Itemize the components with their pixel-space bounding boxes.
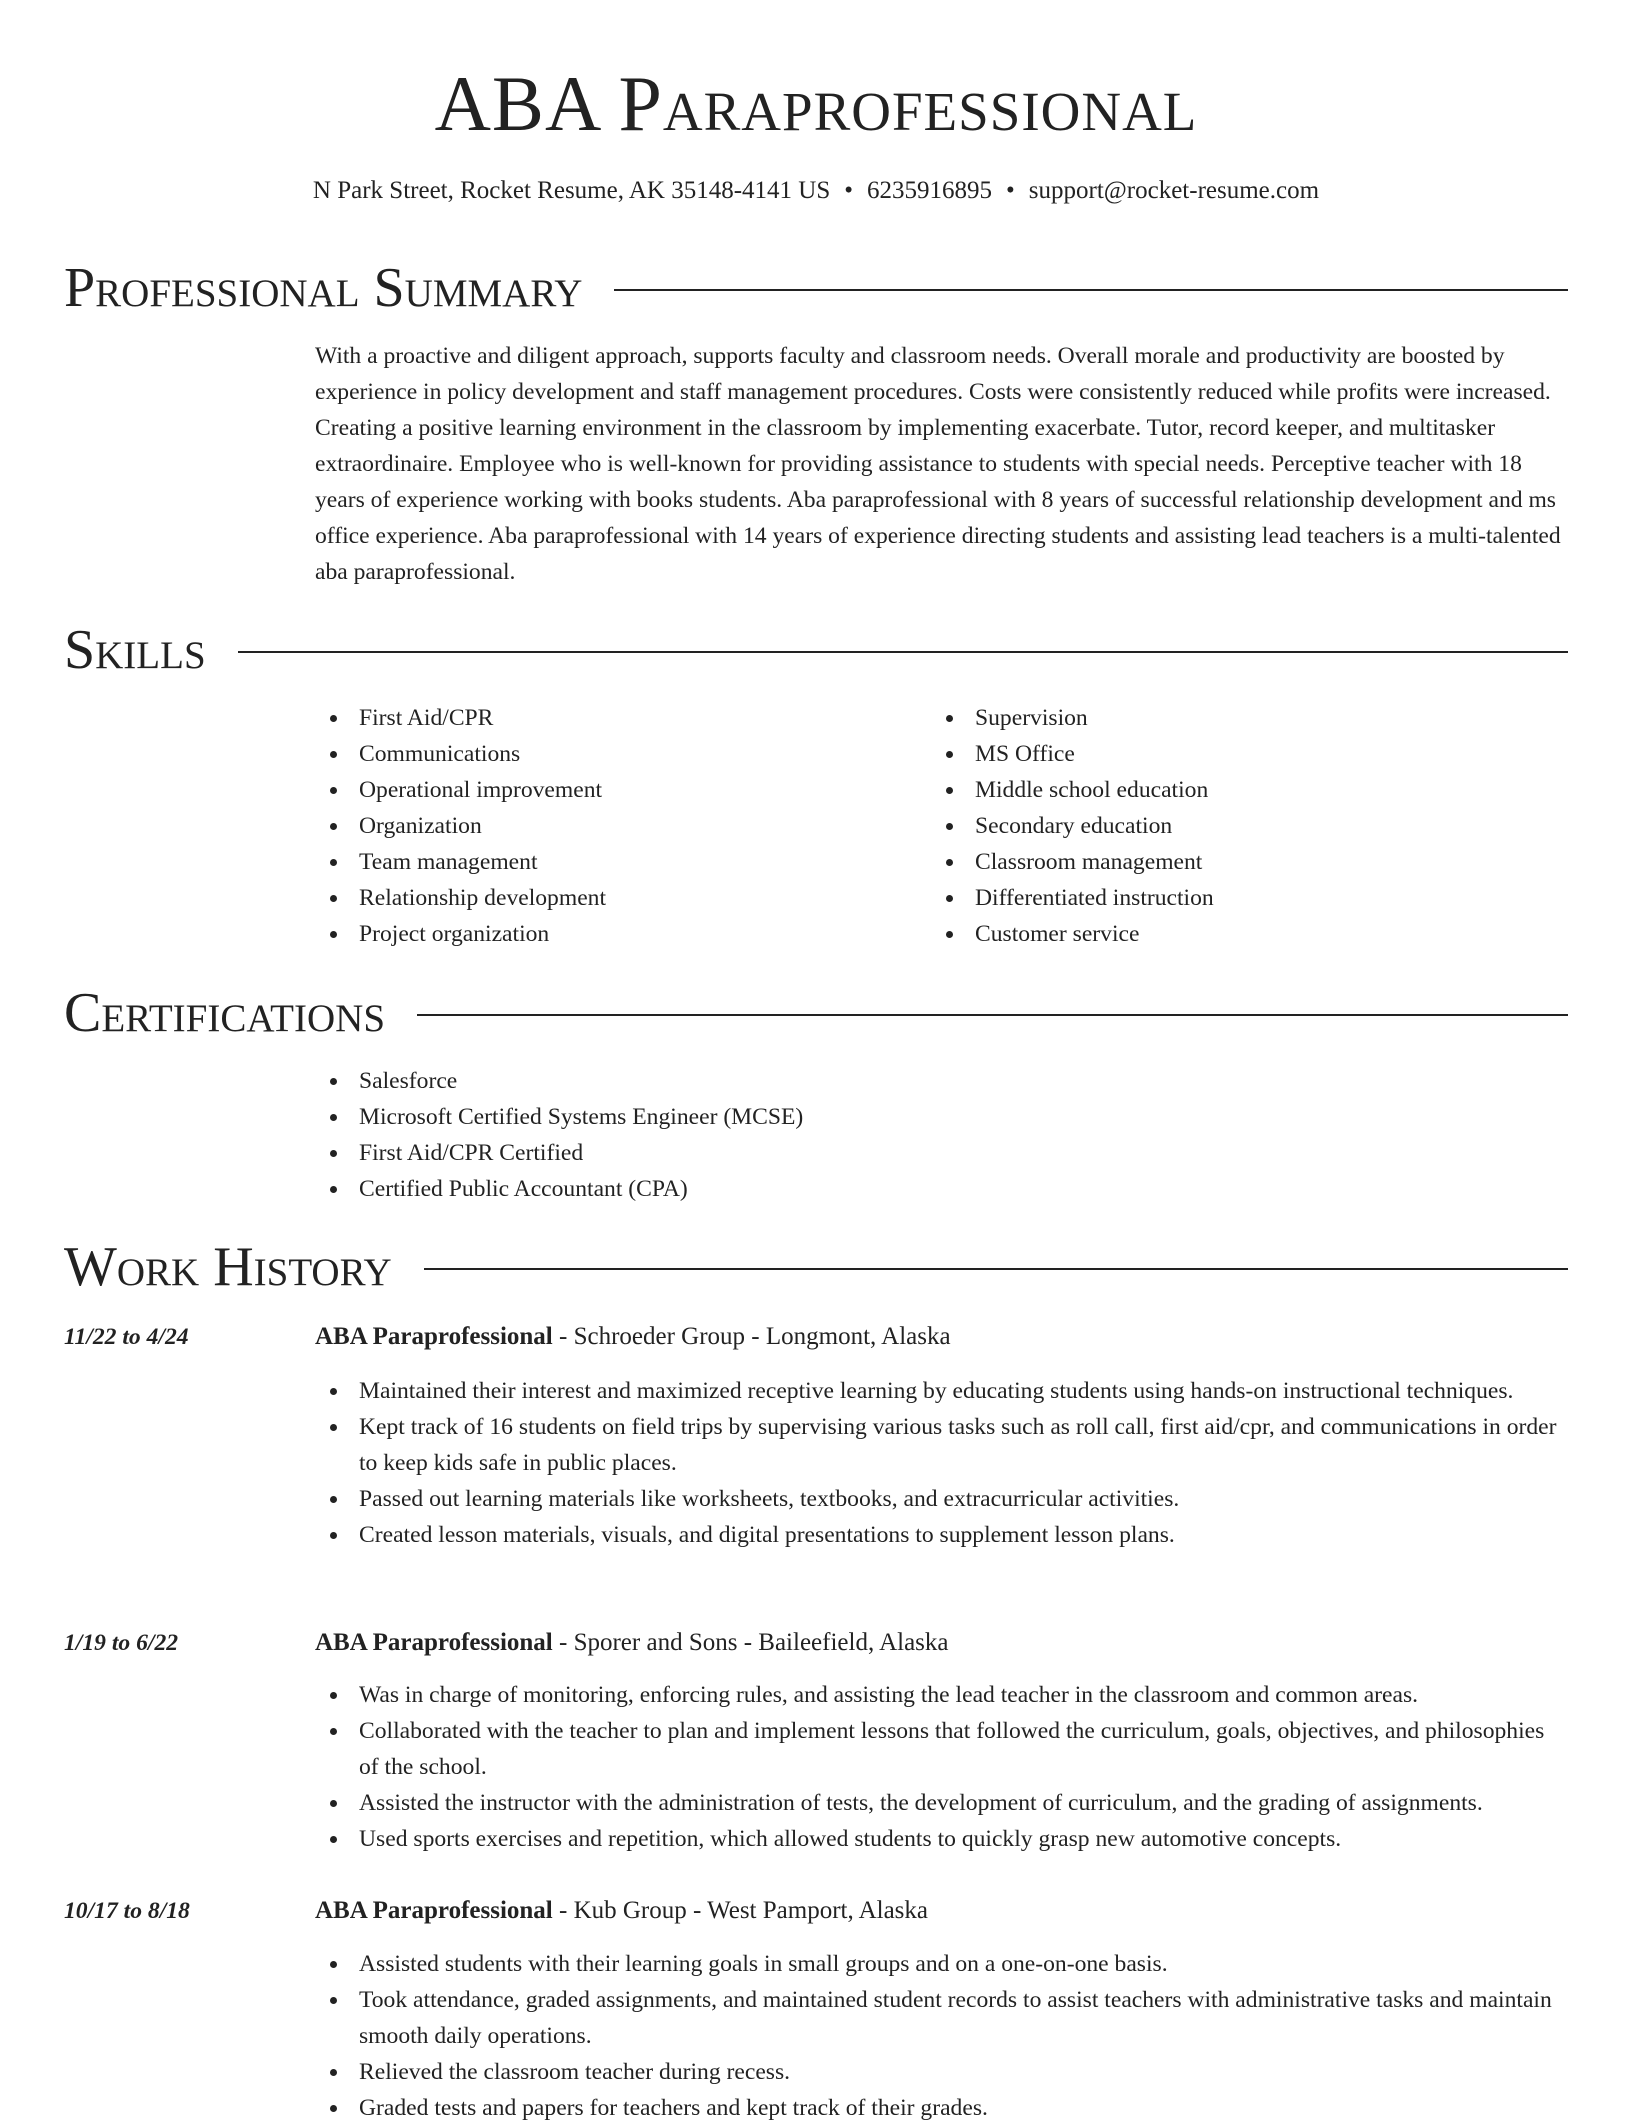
section-title: Skills [64, 619, 206, 681]
job-bullet: Kept track of 16 students on field trips by supervising various tasks such as roll call, first aid/cpr, and communications in order to keep kids safe in public places. [315, 1409, 1565, 1481]
job-bullet: Took attendance, graded assignments, and maintained student records to assist teachers with administrative tasks and maintain smooth daily operations. [315, 1982, 1565, 2054]
section-title: Work History [64, 1236, 392, 1298]
skills-list-right [931, 700, 1561, 952]
job-bullet: Used sports exercises and repetition, which allowed students to quickly grasp new automotive concepts. [315, 1821, 1565, 1857]
contact-line [0, 174, 1632, 208]
skill-item: Communications [315, 736, 915, 772]
address: N Park Street, Rocket Resume, AK 35148-4141 US [312, 177, 831, 204]
skill-item: Differentiated instruction [931, 880, 1561, 916]
skills-section-header [64, 618, 1568, 682]
job-dates: 1/19 to 6/22 [64, 1630, 179, 1656]
work-history-section-header [64, 1235, 1568, 1299]
job-bullet-list [315, 1373, 1565, 1553]
section-divider [238, 651, 1568, 653]
certifications-section-header [64, 981, 1568, 1045]
job-title-line [315, 1625, 1565, 1661]
skill-item: Relationship development [315, 880, 915, 916]
job-bullet-list [315, 1677, 1565, 1857]
summary-section-header [64, 256, 1568, 320]
separator-dot: • [1006, 177, 1015, 204]
separator-dot: • [844, 177, 853, 204]
skill-item: MS Office [931, 736, 1561, 772]
summary-text: With a proactive and diligent approach, supports faculty and classroom needs. Overall morale and productivity are boosted by experience in policy development and staff management procedures. Costs were consistently reduced while profits were increased. Creating a positive learning environment in the classroom by implementing exacerbate. Tutor, record keeper, and multitasker extraordinaire. Employee who is well-known for providing assistance to students with special needs. Perceptive teacher with 18 years of experience working with books students. Aba paraprofessional with 8 years of successful relationship development and ms office experience. Aba paraprofessional with 14 years of experience directing students and assisting lead teachers is a multi-talented aba paraprofessional. [315, 343, 1561, 585]
job-employer-location: - Schroeder Group - Longmont, Alaska [552, 1323, 951, 1350]
skill-item: Supervision [931, 700, 1561, 736]
skills-list-left [315, 700, 915, 952]
section-title: Professional Summary [64, 257, 583, 319]
job-title-line [315, 1319, 1565, 1355]
job-bullet: Relieved the classroom teacher during recess. [315, 2054, 1565, 2090]
job-dates: 11/22 to 4/24 [64, 1324, 189, 1350]
certification-item: First Aid/CPR Certified [315, 1135, 1565, 1171]
job-role: ABA Paraprofessional [315, 1897, 553, 1924]
job-dates: 10/17 to 8/18 [64, 1898, 190, 1924]
email-address: support@rocket-resume.com [1028, 177, 1320, 204]
skill-item: Team management [315, 844, 915, 880]
skill-item: Middle school education [931, 772, 1561, 808]
skill-item: Classroom management [931, 844, 1561, 880]
job-role: ABA Paraprofessional [315, 1629, 553, 1656]
skill-item: First Aid/CPR [315, 700, 915, 736]
skill-item: Operational improvement [315, 772, 915, 808]
job-role: ABA Paraprofessional [315, 1323, 553, 1350]
certification-item: Salesforce [315, 1063, 1565, 1099]
section-divider [417, 1014, 1568, 1016]
job-bullet: Assisted students with their learning goals in small groups and on a one-on-one basis. [315, 1946, 1565, 1982]
section-divider [614, 289, 1568, 291]
job-bullet: Graded tests and papers for teachers and kept track of their grades. [315, 2090, 1565, 2126]
section-title: Certifications [64, 982, 386, 1044]
candidate-name: ABA Paraprofessional [434, 60, 1198, 147]
section-divider [424, 1268, 1568, 1270]
job-employer-location: - Sporer and Sons - Baileefield, Alaska [552, 1629, 949, 1656]
job-bullet: Collaborated with the teacher to plan and implement lessons that followed the curriculum, goals, objectives, and philosophies of the school. [315, 1713, 1565, 1785]
skill-item: Project organization [315, 916, 915, 952]
job-bullet: Maintained their interest and maximized receptive learning by educating students using hands-on instructional techniques. [315, 1373, 1565, 1409]
job-bullet: Passed out learning materials like worksheets, textbooks, and extracurricular activities. [315, 1481, 1565, 1517]
phone-number: 6235916895 [867, 177, 992, 204]
job-bullet: Created lesson materials, visuals, and digital presentations to supplement lesson plans. [315, 1517, 1565, 1553]
certification-item: Microsoft Certified Systems Engineer (MCSE) [315, 1099, 1565, 1135]
skill-item: Secondary education [931, 808, 1561, 844]
skill-item: Customer service [931, 916, 1561, 952]
skill-item: Organization [315, 808, 915, 844]
certifications-list [315, 1063, 1565, 1207]
job-title-line [315, 1893, 1565, 1929]
job-bullet-list [315, 1946, 1565, 2126]
job-employer-location: - Kub Group - West Pamport, Alaska [552, 1897, 929, 1924]
certification-item: Certified Public Accountant (CPA) [315, 1171, 1565, 1207]
job-bullet: Was in charge of monitoring, enforcing rules, and assisting the lead teacher in the classroom and common areas. [315, 1677, 1565, 1713]
job-bullet: Assisted the instructor with the administration of tests, the development of curriculum, and the grading of assignments. [315, 1785, 1565, 1821]
